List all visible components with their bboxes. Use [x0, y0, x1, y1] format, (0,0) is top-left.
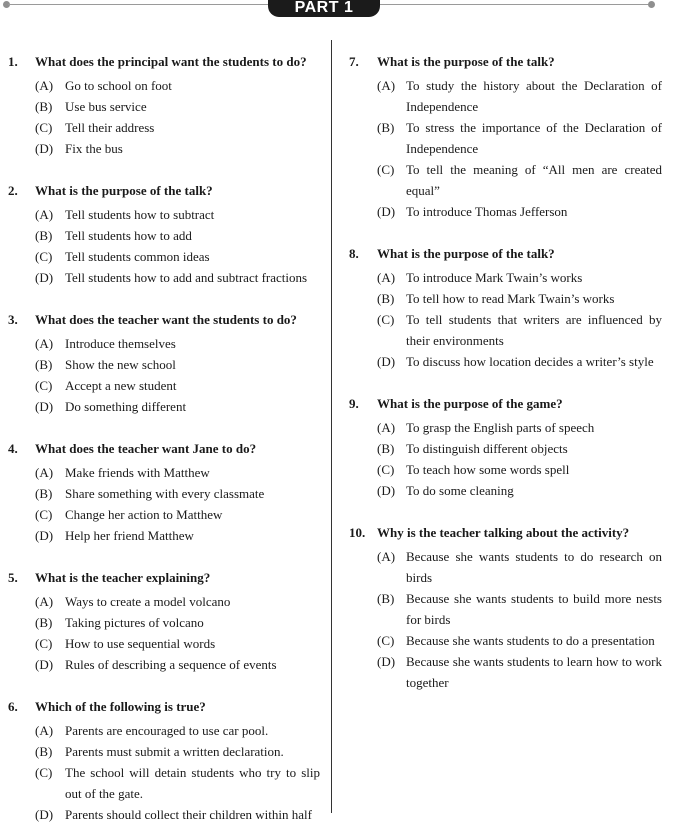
answer-option [0, 396, 320, 417]
question-number: 2. [8, 183, 18, 198]
answer-option [342, 459, 662, 480]
option-letter: (C) [377, 312, 395, 327]
answer-option [0, 762, 320, 804]
question-text: Why is the teacher talking about the activity? [377, 525, 630, 540]
answer-option [342, 651, 662, 693]
header-dot-right [648, 1, 655, 8]
question-item [0, 567, 320, 675]
answer-option [342, 309, 662, 351]
option-letter: (B) [35, 357, 53, 372]
right-column [342, 38, 662, 693]
option-text: Tell students how to add [65, 228, 192, 243]
option-text: Show the new school [65, 357, 176, 372]
option-text: Make friends with Matthew [65, 465, 210, 480]
answer-option [342, 159, 662, 201]
option-letter: (C) [35, 378, 53, 393]
option-letter: (D) [377, 483, 396, 498]
option-letter: (C) [35, 765, 53, 780]
part-badge: PART 1 [268, 0, 380, 17]
option-text: To tell how to read Mark Twain’s works [406, 291, 615, 306]
option-text: Taking pictures of volcano [65, 615, 204, 630]
question-text: What is the purpose of the talk? [377, 54, 555, 69]
option-text: To introduce Thomas Jefferson [406, 204, 568, 219]
answer-option [0, 117, 320, 138]
option-letter: (B) [377, 291, 395, 306]
option-text: To grasp the English parts of speech [406, 420, 595, 435]
option-letter: (A) [35, 78, 54, 93]
question-number: 1. [8, 54, 18, 69]
option-text: To do some cleaning [406, 483, 514, 498]
answer-option [342, 480, 662, 501]
option-text: Go to school on foot [65, 78, 172, 93]
question-item [0, 696, 320, 825]
header-rule-right [380, 4, 650, 5]
answer-option [0, 267, 320, 288]
option-text: To teach how some words spell [406, 462, 570, 477]
question-text: What is the purpose of the talk? [377, 246, 555, 261]
question-item [342, 51, 662, 222]
option-letter: (C) [35, 507, 53, 522]
option-letter: (B) [377, 441, 395, 456]
option-letter: (B) [377, 120, 395, 135]
option-text: Change her action to Matthew [65, 507, 223, 522]
answer-option [0, 741, 320, 762]
answer-option [0, 375, 320, 396]
question-text: What is the purpose of the game? [377, 396, 563, 411]
option-text: How to use sequential words [65, 636, 216, 651]
option-text: Rules of describing a sequence of events [65, 657, 277, 672]
answer-options [342, 417, 662, 501]
option-letter: (D) [35, 270, 54, 285]
option-letter: (D) [35, 528, 54, 543]
option-letter: (C) [377, 462, 395, 477]
answer-option [0, 333, 320, 354]
option-text: Because she wants students to do research on birds [406, 549, 662, 585]
question-text: What is the purpose of the talk? [35, 183, 213, 198]
answer-option [0, 612, 320, 633]
option-text: Because she wants students to learn how to work together [406, 654, 662, 690]
option-letter: (C) [377, 162, 395, 177]
answer-option [342, 201, 662, 222]
answer-option [342, 267, 662, 288]
option-text: To introduce Mark Twain’s works [406, 270, 583, 285]
option-text: Parents are encouraged to use car pool. [65, 723, 269, 738]
answer-options [0, 333, 320, 417]
option-text: Because she wants students to do a presentation [406, 633, 655, 648]
question-item [342, 522, 662, 693]
answer-option [0, 504, 320, 525]
answer-option [0, 246, 320, 267]
option-letter: (D) [35, 807, 54, 822]
option-text: To tell students that writers are influenced by their environments [406, 312, 662, 348]
answer-option [0, 525, 320, 546]
question-number: 10. [349, 525, 366, 540]
option-text: To stress the importance of the Declaration of Independence [406, 120, 662, 156]
option-letter: (A) [35, 336, 54, 351]
answer-option [342, 75, 662, 117]
answer-option [0, 483, 320, 504]
option-text: Parents must submit a written declaration. [65, 744, 284, 759]
left-column [0, 38, 320, 825]
answer-options [0, 75, 320, 159]
option-text: The school will detain students who try to slip out of the gate. [65, 765, 320, 801]
option-letter: (B) [35, 615, 53, 630]
question-text: Which of the following is true? [35, 699, 206, 714]
option-letter: (D) [35, 657, 54, 672]
option-text: Do something different [65, 399, 187, 414]
option-text: Accept a new student [65, 378, 177, 393]
question-item [342, 393, 662, 501]
answer-option [0, 804, 320, 825]
answer-options [0, 462, 320, 546]
option-text: Tell students how to add and subtract fractions [65, 270, 308, 285]
option-letter: (C) [377, 633, 395, 648]
option-letter: (B) [35, 486, 53, 501]
answer-option [0, 225, 320, 246]
option-letter: (B) [35, 99, 53, 114]
option-text: Tell their address [65, 120, 155, 135]
option-letter: (C) [35, 120, 53, 135]
answer-option [0, 138, 320, 159]
answer-option [0, 462, 320, 483]
option-text: To study the history about the Declaration of Independence [406, 78, 662, 114]
answer-options [0, 720, 320, 825]
option-text: Tell students common ideas [65, 249, 210, 264]
option-letter: (D) [377, 204, 396, 219]
question-text: What does the teacher want Jane to do? [35, 441, 257, 456]
question-number: 7. [349, 54, 359, 69]
option-letter: (A) [377, 549, 396, 564]
option-text: To discuss how location decides a writer’s style [406, 354, 654, 369]
question-number: 5. [8, 570, 18, 585]
option-text: To distinguish different objects [406, 441, 568, 456]
answer-option [0, 591, 320, 612]
option-text: To tell the meaning of “All men are created equal” [406, 162, 662, 198]
option-letter: (A) [377, 270, 396, 285]
answer-option [0, 354, 320, 375]
question-number: 3. [8, 312, 18, 327]
question-text: What does the principal want the students to do? [35, 54, 307, 69]
option-letter: (A) [35, 207, 54, 222]
answer-options [342, 546, 662, 693]
question-item [0, 309, 320, 417]
option-text: Parents should collect their children within half [65, 807, 312, 822]
option-letter: (A) [35, 723, 54, 738]
option-letter: (B) [377, 591, 395, 606]
option-letter: (A) [377, 78, 396, 93]
question-number: 4. [8, 441, 18, 456]
answer-options [342, 267, 662, 372]
option-letter: (D) [35, 141, 54, 156]
header-rule-left [8, 4, 268, 5]
question-item [0, 51, 320, 159]
option-letter: (A) [377, 420, 396, 435]
answer-option [0, 75, 320, 96]
answer-option [342, 630, 662, 651]
answer-option [0, 96, 320, 117]
answer-option [342, 438, 662, 459]
option-text: Because she wants students to build more nests for birds [406, 591, 662, 627]
option-letter: (A) [35, 594, 54, 609]
column-divider [331, 40, 332, 813]
question-number: 8. [349, 246, 359, 261]
answer-options [0, 591, 320, 675]
question-item [342, 243, 662, 372]
option-letter: (C) [35, 636, 53, 651]
option-text: Share something with every classmate [65, 486, 265, 501]
option-letter: (B) [35, 744, 53, 759]
question-item [0, 180, 320, 288]
answer-option [342, 417, 662, 438]
option-letter: (B) [35, 228, 53, 243]
answer-option [342, 288, 662, 309]
option-text: Introduce themselves [65, 336, 176, 351]
option-letter: (D) [377, 654, 396, 669]
question-item [0, 438, 320, 546]
answer-option [0, 204, 320, 225]
option-text: Use bus service [65, 99, 147, 114]
answer-option [342, 351, 662, 372]
answer-options [342, 75, 662, 222]
answer-option [342, 546, 662, 588]
option-text: Help her friend Matthew [65, 528, 194, 543]
option-text: Ways to create a model volcano [65, 594, 231, 609]
option-letter: (A) [35, 465, 54, 480]
answer-options [0, 204, 320, 288]
option-text: Fix the bus [65, 141, 123, 156]
question-text: What is the teacher explaining? [35, 570, 211, 585]
option-letter: (D) [35, 399, 54, 414]
question-number: 9. [349, 396, 359, 411]
answer-option [0, 654, 320, 675]
answer-option [0, 720, 320, 741]
option-text: Tell students how to subtract [65, 207, 215, 222]
option-letter: (C) [35, 249, 53, 264]
question-number: 6. [8, 699, 18, 714]
answer-option [0, 633, 320, 654]
option-letter: (D) [377, 354, 396, 369]
answer-option [342, 117, 662, 159]
question-text: What does the teacher want the students to do? [35, 312, 297, 327]
answer-option [342, 588, 662, 630]
